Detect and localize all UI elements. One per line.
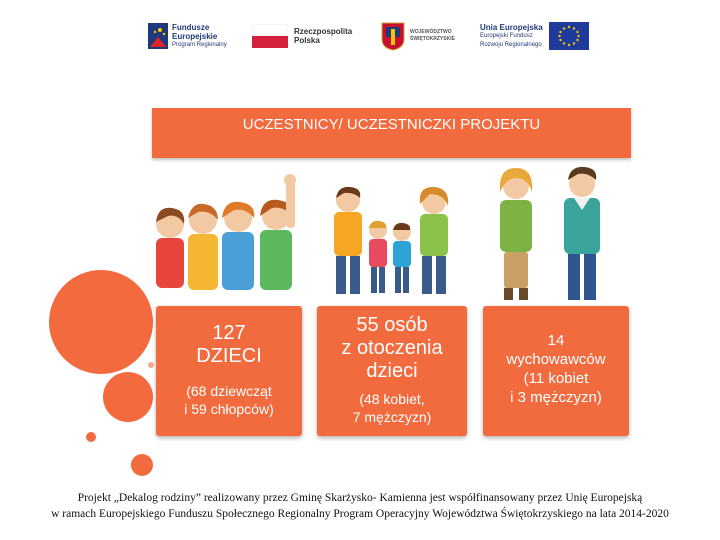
eu-flag-icon bbox=[549, 22, 589, 50]
decorative-circle-tiny bbox=[148, 362, 154, 368]
unia-europejska-logo bbox=[480, 14, 589, 58]
fe-line3: Program Regionalny bbox=[172, 41, 227, 48]
fe-line2: Europejskie bbox=[172, 31, 218, 41]
card-children bbox=[156, 306, 302, 436]
ue-line2: Europejski Fundusz bbox=[480, 32, 533, 39]
decorative-circle-medium bbox=[103, 372, 153, 422]
decorative-circle-dot bbox=[86, 432, 96, 442]
family-illustration bbox=[318, 178, 468, 298]
fe-line1: Fundusze bbox=[172, 22, 210, 32]
wojewodztwo-logo bbox=[380, 14, 455, 58]
polish-flag-icon bbox=[252, 24, 288, 48]
decorative-circle-large bbox=[49, 270, 153, 374]
participants-header bbox=[152, 108, 631, 158]
footer-line1: Projekt „Dekalog rodziny” realizowany przez Gminę Skarżysko- Kamienna jest współfinansowany przez Unię Europejską bbox=[77, 492, 643, 504]
card-family bbox=[317, 306, 467, 436]
footer-line2: w ramach Europejskiego Funduszu Społecznego Regionalny Program Operacyjny Województwa Świętokrzyskiego na lata 2014-2020 bbox=[51, 508, 669, 520]
card-family-sub: (48 kobiet, 7 mężczyzn) bbox=[352, 391, 432, 425]
logo-bar bbox=[140, 14, 600, 58]
card-family-main: 55 osób z otoczenia dzieci bbox=[341, 314, 443, 382]
fundusze-europejskie-logo bbox=[148, 14, 227, 58]
woj-line2: ŚWIĘTOKRZYSKIE bbox=[410, 36, 455, 42]
teachers-illustration bbox=[482, 158, 622, 303]
card-children-main: 127 DZIECI bbox=[196, 322, 262, 367]
fe-emblem-icon bbox=[148, 23, 168, 49]
rzeczpospolita-logo bbox=[252, 14, 352, 58]
coat-of-arms-icon bbox=[380, 21, 406, 51]
rp-line2: Polska bbox=[294, 36, 320, 45]
ue-line3: Rozwoju Regionalnego bbox=[480, 41, 542, 48]
decorative-circle-small bbox=[131, 454, 153, 476]
ue-line1: Unia Europejska bbox=[480, 22, 543, 32]
woj-line1: WOJEWÓDZTWO bbox=[410, 29, 452, 35]
card-children-sub: (68 dziewcząt i 59 chłopców) bbox=[184, 383, 274, 417]
children-illustration bbox=[148, 172, 308, 302]
rp-line1: Rzeczpospolita bbox=[294, 27, 353, 36]
card-teachers-main: 14 wychowawców (11 kobiet i 3 mężczyzn) bbox=[506, 332, 606, 406]
card-teachers bbox=[483, 306, 629, 436]
header-title: UCZESTNICY/ UCZESTNICZKI PROJEKTU bbox=[242, 116, 541, 133]
